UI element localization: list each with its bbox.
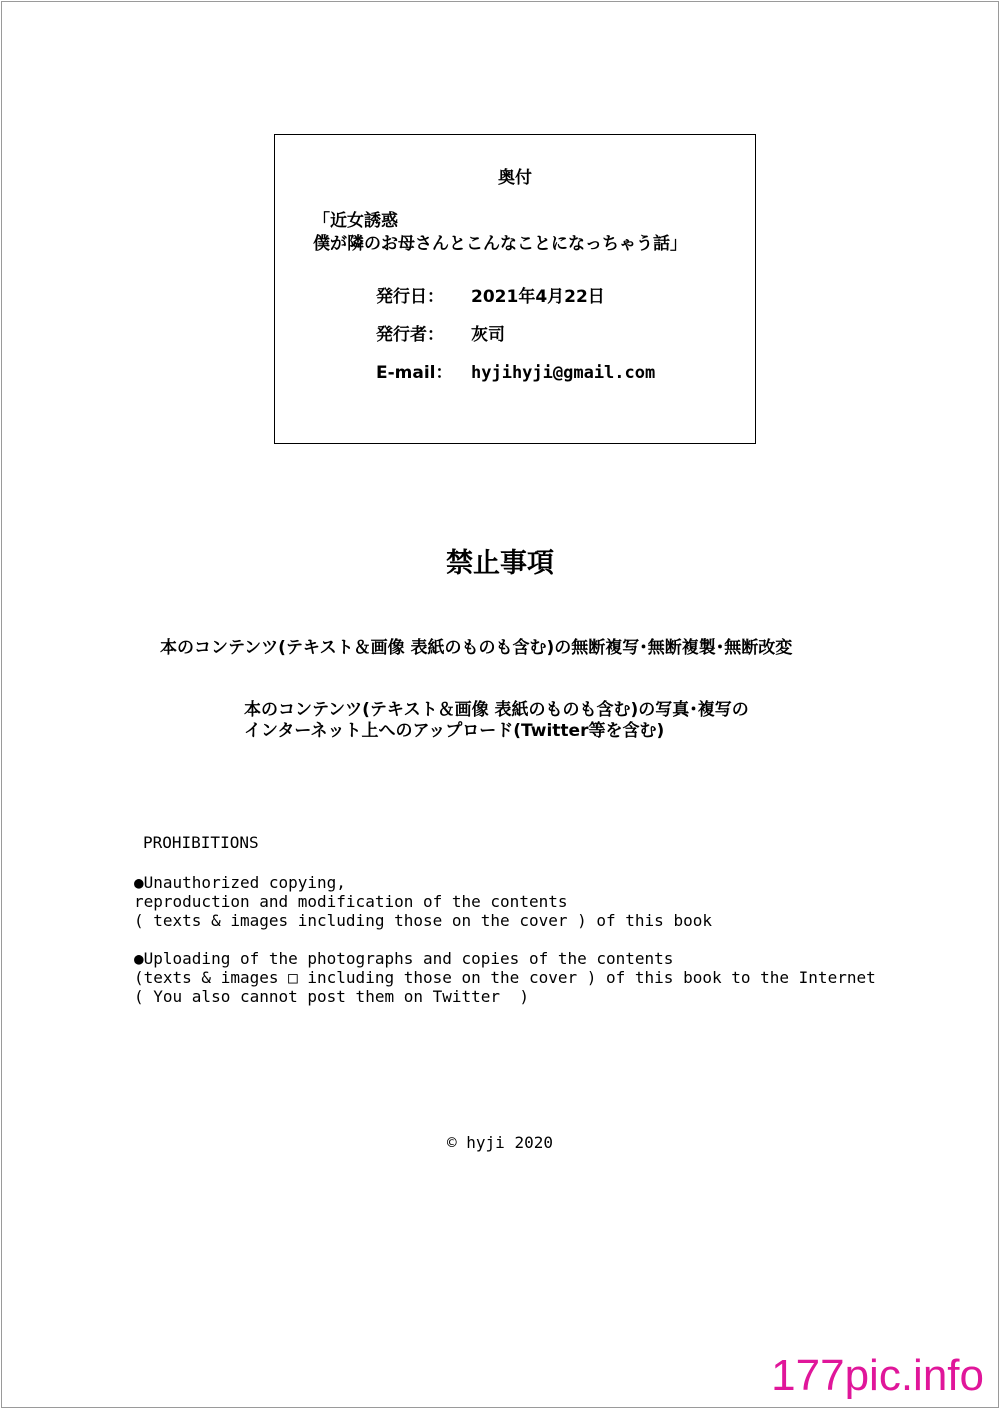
prohibition-en-item-1-line-2: reproduction and modification of the contents [134, 892, 568, 911]
email-label: E-mail： [376, 363, 453, 383]
email-value: hyjihyji@gmail.com [471, 363, 656, 383]
prohibition-en-item-2-line-3: ( You also cannot post them on Twitter ) [134, 987, 529, 1006]
prohibition-jp-line-2b: インターネット上へのアップロード(Twitter等を含む) [244, 721, 665, 741]
prohibition-en-item-2-line-2: (texts & images □ including those on the cover ) of this book to the Internet [134, 968, 876, 987]
prohibition-jp-line-2a: 本のコンテンツ(テキスト＆画像 表紙のものも含む)の写真･複写の [244, 700, 749, 720]
copyright-notice: © hyji 2020 [447, 1133, 553, 1152]
publisher-value: 灰司 [471, 325, 505, 345]
watermark: 177pic.info [771, 1351, 984, 1400]
prohibitions-heading: 禁止事項 [446, 548, 554, 579]
publisher-row [376, 320, 505, 345]
prohibition-en-item-2-line-1: ●Uploading of the photographs and copies of the contents [134, 949, 674, 968]
publish-date-value: 2021年4月22日 [471, 287, 605, 307]
publish-date-row [376, 282, 605, 307]
prohibitions-en-heading: PROHIBITIONS [143, 833, 259, 852]
book-title-line-2: 僕が隣のお母さんとこんなことになっちゃう話」 [313, 234, 687, 254]
prohibition-jp-line-1: 本のコンテンツ(テキスト＆画像 表紙のものも含む)の無断複写･無断複製･無断改変 [160, 638, 793, 658]
prohibition-en-item-1-line-3: ( texts & images including those on the cover ) of this book [134, 911, 712, 930]
prohibition-en-item-1-line-1: ●Unauthorized copying, [134, 873, 346, 892]
book-title-line-1: 「近女誘惑 [313, 211, 398, 231]
publisher-label: 発行者： [376, 325, 444, 345]
colophon-heading: 奥付 [498, 168, 532, 188]
email-row [376, 358, 655, 383]
colophon-box [274, 134, 756, 444]
publish-date-label: 発行日： [376, 287, 444, 307]
